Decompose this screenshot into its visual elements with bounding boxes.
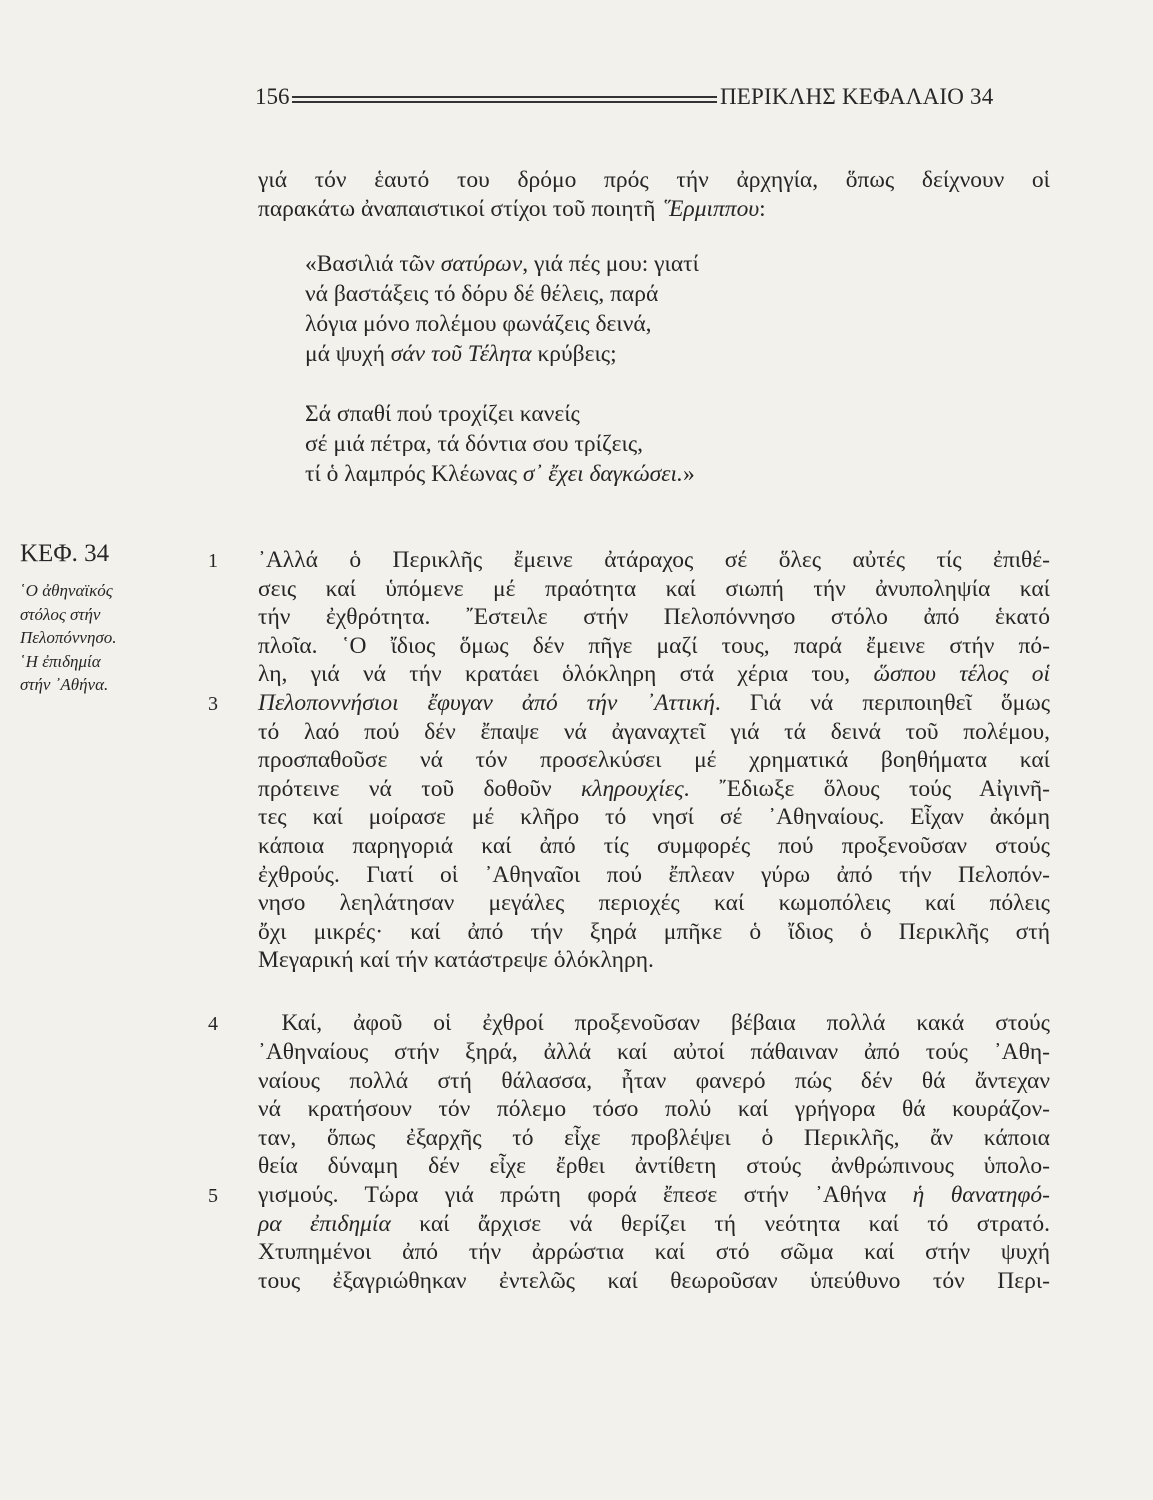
text-segment: παρακάτω ἀναπαιστικοί στίχοι τοῦ ποιητῆ xyxy=(258,196,662,222)
verse-line xyxy=(305,400,580,428)
line-number: 1 xyxy=(208,550,218,572)
body-line xyxy=(258,1152,1050,1180)
body-line xyxy=(258,660,1050,688)
text-segment: «Βασιλιά τῶν xyxy=(305,251,441,277)
text-segment: : xyxy=(759,196,766,222)
intro-line xyxy=(258,195,1050,223)
text-segment: πλοῖα. ῾Ο ἴδιος ὅμως δέν πῆγε μαζί τους, παρά ἔμεινε στήν πό- xyxy=(258,632,1050,659)
body-line xyxy=(258,718,1050,746)
italic-text: Πελοποννήσιοι ἔφυγαν ἀπό τήν ᾿Αττική xyxy=(258,690,715,716)
line-number: 4 xyxy=(208,1013,218,1036)
text-segment: σεις καί ὑπόμενε μέ πραότητα καί σιωπή τήν ἀνυποληψία καί xyxy=(258,575,1050,602)
italic-text: ρα ἐπιδημία xyxy=(258,1210,391,1237)
verse-line xyxy=(305,250,699,278)
text-segment: γισμούς. Τώρα γιά πρώτη φορά ἔπεσε στήν ᾿Αθήνα xyxy=(258,1181,913,1208)
body-line xyxy=(258,918,1050,946)
body-line xyxy=(258,775,1050,803)
verse-line xyxy=(305,280,658,308)
text-segment: νά βαστάξεις τό δόρυ δέ θέλεις, παρά xyxy=(305,281,659,307)
body-line xyxy=(258,546,1050,574)
chapter-label: ΚΕΦ. 34 xyxy=(20,540,110,567)
text-segment: » xyxy=(682,461,695,487)
text-segment: κρύβεις; xyxy=(531,341,617,367)
text-segment: τό λαό πού δέν ἔπαψε νά ἀγαναχτεῖ γιά τά δεινά τοῦ πολέμου, xyxy=(258,718,1050,745)
body-line xyxy=(258,946,1050,974)
body-line xyxy=(258,746,1050,774)
italic-text: ὥσπου τέλος οἱ xyxy=(873,661,1051,688)
text-segment: λη, γιά νά τήν κρατάει ὁλόκληρη στά χέρια του, xyxy=(258,661,874,688)
margin-note-line: ῾Ο ἀθηναϊκός xyxy=(20,581,113,600)
text-segment: μά ψυχή xyxy=(305,341,391,367)
text-segment: προσπαθοῦσε νά τόν προσελκύσει μέ χρηματικά βοηθήματα καί xyxy=(258,747,1050,774)
margin-note-line: στήν ᾿Αθήνα. xyxy=(20,675,109,694)
text-segment: . Γιά νά περιποιηθεῖ ὅμως xyxy=(714,690,1050,716)
italic-text: ἡ θανατηφό- xyxy=(912,1181,1050,1208)
text-segment: πρότεινε νά τοῦ δοθοῦν xyxy=(258,775,582,802)
text-segment: . ῎Εδιωξε ὅλους τούς Αἰγινῆ- xyxy=(683,775,1050,802)
text-segment: Σά σπαθί πού τροχίζει κανείς xyxy=(305,401,580,427)
body-line xyxy=(258,1181,1050,1209)
text-segment: , γιά πές μου: γιατί xyxy=(522,251,699,277)
margin-note-line: ῾Η ἐπιδημία xyxy=(20,651,101,671)
text-segment: τες καί μοίρασε μέ κλῆρο τό νησί σέ ᾿Αθηναίους. Εἶχαν ἀκόμη xyxy=(258,804,1050,831)
line-number: 3 xyxy=(208,693,218,715)
verse-line xyxy=(305,430,643,458)
text-segment: κάποια παρηγοριά καί ἀπό τίς συμφορές πού προξενοῦσαν στούς xyxy=(258,833,1050,859)
italic-text: σάν τοῦ Τέλητα xyxy=(390,341,532,367)
text-segment: Χτυπημένοι ἀπό τήν ἀρρώστια καί στό σῶμα καί στήν ψυχή xyxy=(258,1239,1050,1266)
body-line xyxy=(258,1038,1050,1066)
text-segment: ὄχι μικρές· καί ἀπό τήν ξηρά μπῆκε ὁ ἴδιος ὁ Περικλῆς στή xyxy=(258,918,1050,945)
body-line xyxy=(258,1095,1050,1123)
running-title: ΠΕΡΙΚΛΗΣ ΚΕΦΑΛΑΙΟ 34 xyxy=(720,84,994,109)
text-segment: Καί, ἀφοῦ οἱ ἐχθροί προξενοῦσαν βέβαια πολλά κακά στούς xyxy=(258,1010,1050,1037)
body-line xyxy=(258,1238,1050,1266)
text-segment: ναίους πολλά στή θάλασσα, ἦταν φανερό πώς δέν θά ἄντεχαν xyxy=(258,1067,1050,1094)
text-segment: νησο λεηλάτησαν μεγάλες περιοχές καί κωμοπόλεις καί πόλεις xyxy=(258,890,1050,917)
verse-line xyxy=(305,310,652,338)
margin-note-line: Πελοπόννησο. xyxy=(20,628,117,647)
verse-line xyxy=(305,460,695,488)
body-line xyxy=(258,803,1050,831)
body-line xyxy=(258,632,1050,660)
text-segment: ᾿Αθηναίους στήν ξηρά, ἀλλά καί αὐτοί πάθαιναν ἀπό τούς ᾿Αθη- xyxy=(258,1038,1050,1065)
italic-text: σατύρων xyxy=(440,251,523,277)
verse-line xyxy=(305,340,617,368)
body-line xyxy=(258,603,1050,631)
line-number: 5 xyxy=(208,1184,218,1207)
text-segment: τί ὁ λαμπρός Κλέωνας xyxy=(305,461,523,487)
body-line xyxy=(258,575,1050,603)
header-rule xyxy=(292,96,717,103)
text-segment: ᾿Αλλά ὁ Περικλῆς ἔμεινε ἀτάραχος σέ ὅλες αὐτές τίς ἐπιθέ- xyxy=(258,547,1050,573)
text-segment: τήν ἐχθρότητα. ῎Εστειλε στήν Πελοπόννησο στόλο ἀπό ἑκατό xyxy=(258,604,1050,631)
body-line xyxy=(258,1210,1050,1238)
body-line xyxy=(258,1124,1050,1152)
body-line xyxy=(258,889,1050,917)
text-segment: ἐχθρούς. Γιατί οἱ ᾿Αθηναῖοι πού ἔπλεαν γύρω ἀπό τήν Πελοπόν- xyxy=(258,861,1050,888)
margin-note-line: στόλος στήν xyxy=(20,604,101,624)
body-line xyxy=(258,861,1050,889)
body-line xyxy=(258,1067,1050,1095)
page-number: 156 xyxy=(255,84,290,109)
italic-text: κληρουχίες xyxy=(581,775,684,802)
text-segment: θεία δύναμη δέν εἶχε ἔρθει ἀντίθετη στούς ἀνθρώπινους ὑπολο- xyxy=(258,1153,1050,1180)
text-segment: τους ἐξαγριώθηκαν ἐντελῶς καί θεωροῦσαν ὑπεύθυνο τόν Περι- xyxy=(258,1267,1050,1294)
text-segment: λόγια μόνο πολέμου φωνάζεις δεινά, xyxy=(305,311,652,337)
text-segment: Μεγαρική καί τήν κατάστρεψε ὁλόκληρη. xyxy=(258,947,654,974)
italic-text: ῞Ερμιππου xyxy=(661,196,760,222)
text-segment: νά κρατήσουν τόν πόλεμο τόσο πολύ καί γρήγορα θά κουράζον- xyxy=(258,1096,1050,1123)
text-segment: σέ μιά πέτρα, τά δόντια σου τρίζεις, xyxy=(305,431,644,457)
italic-text: σ᾿ ἔχει δαγκώσει. xyxy=(522,461,683,487)
intro-line xyxy=(258,166,1050,194)
body-line xyxy=(258,832,1050,860)
body-line xyxy=(258,689,1050,717)
text-segment: γιά τόν ἑαυτό του δρόμο πρός τήν ἀρχηγία, ὅπως δείχνουν οἱ xyxy=(258,167,1050,193)
body-line xyxy=(258,1267,1050,1295)
body-line xyxy=(258,1009,1050,1037)
text-segment: καί ἄρχισε νά θερίζει τή νεότητα καί τό στρατό. xyxy=(390,1210,1051,1237)
text-segment: ταν, ὅπως ἐξαρχῆς τό εἶχε προβλέψει ὁ Περικλῆς, ἄν κάποια xyxy=(258,1124,1050,1151)
